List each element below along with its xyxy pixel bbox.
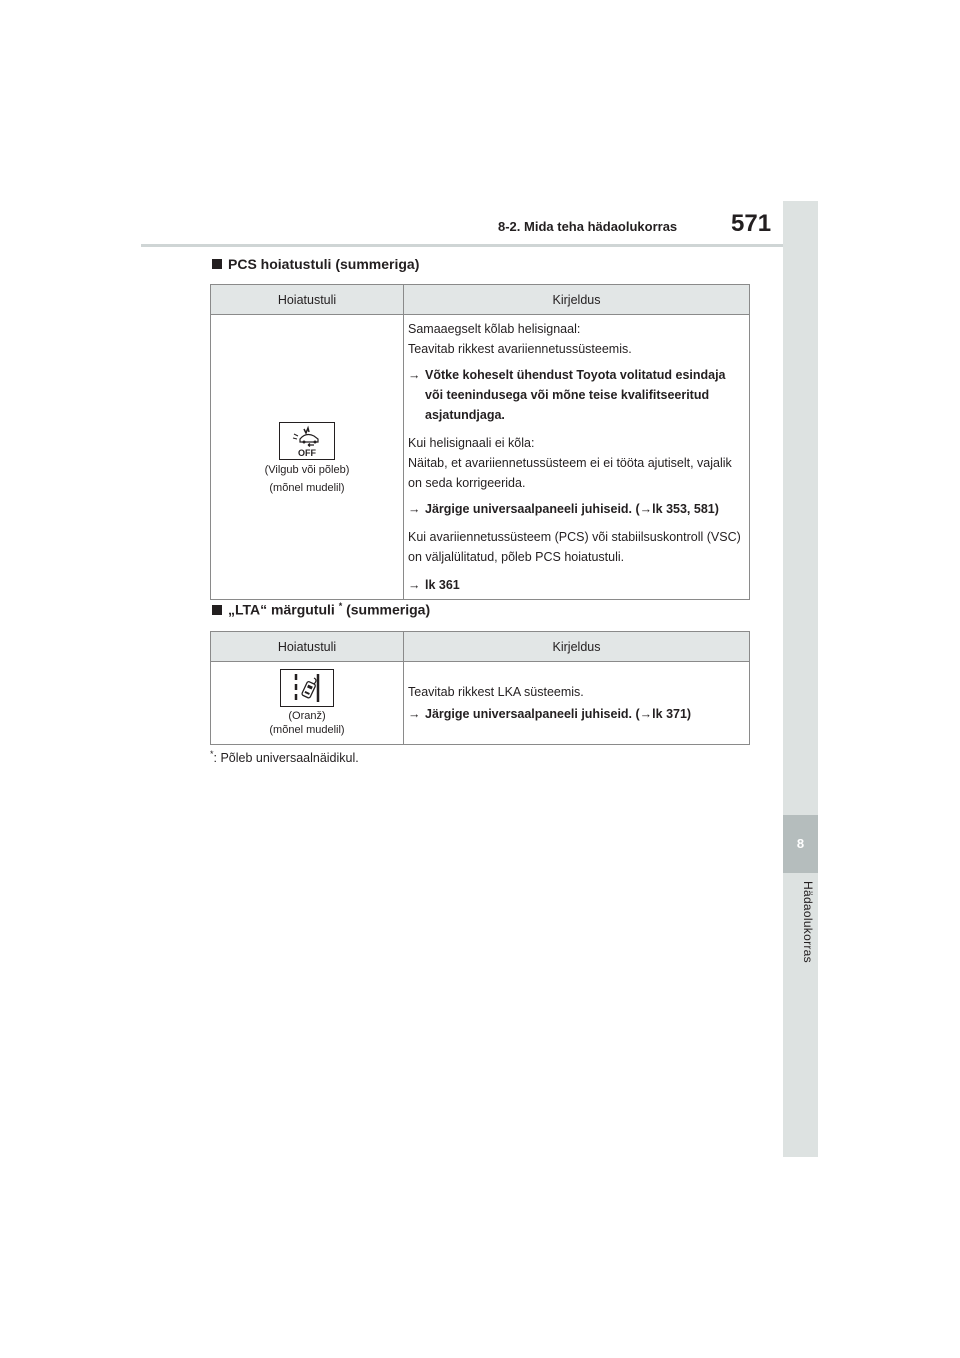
icon-caption: (Oranž) xyxy=(288,709,326,722)
footnote-marker: * xyxy=(210,749,214,759)
section-heading-lta: „LTA“ märgutuli * (summeriga) xyxy=(212,601,430,618)
arrow-icon: → xyxy=(639,707,653,721)
icon-caption-model: (mõnel mudelil) xyxy=(269,481,345,494)
footnote: *: Põleb universaalnäidikul. xyxy=(210,749,359,766)
header-divider xyxy=(141,244,783,247)
action-instruction: → Järgige universaalpaneeli juhiseid. (→lk 353, 581) xyxy=(408,499,743,519)
square-bullet-icon xyxy=(212,605,222,615)
column-header-icon: Hoiatustuli xyxy=(211,285,404,315)
icon-caption: (Vilgub või põleb) xyxy=(264,463,350,476)
footnote-marker: * xyxy=(338,601,343,611)
description-cell xyxy=(404,662,750,745)
description-paragraph: Teavitab rikkest LKA süsteemis. xyxy=(408,685,584,699)
lane-departure-icon xyxy=(280,669,334,707)
icon-cell xyxy=(211,315,404,600)
description-paragraph: Kui avariiennetussüsteem (PCS) või stabiilsuskontroll (VSC) on väljalülitatud, põleb PCS hoiatustuli. xyxy=(408,530,741,564)
arrow-icon: → xyxy=(408,368,421,382)
action-instruction: → Järgige universaalpaneeli juhiseid. (→lk 371) xyxy=(408,704,743,724)
pcs-off-icon xyxy=(279,422,335,460)
page-number: 571 xyxy=(731,210,772,237)
pcs-off-icon-graphic xyxy=(280,423,334,459)
icon-cell xyxy=(211,662,404,745)
page-reference-link[interactable]: lk 371) xyxy=(652,707,692,721)
page-reference-link[interactable]: lk 353, 581) xyxy=(652,502,719,516)
arrow-icon: → xyxy=(408,707,421,721)
arrow-icon: → xyxy=(408,578,421,592)
lane-departure-icon-graphic xyxy=(281,670,333,706)
chapter-label: Hädaolukorras xyxy=(801,881,815,963)
chapter-side-tab xyxy=(783,201,818,1157)
description-cell xyxy=(404,315,750,600)
pcs-warning-table xyxy=(210,284,750,600)
column-header-icon: Hoiatustuli xyxy=(211,632,404,662)
description-paragraph: Kui helisignaali ei kõla: Näitab, et avariiennetussüsteem ei ei tööta ajutiselt, vajalik on seda korrigeerida. xyxy=(408,436,732,490)
column-header-description: Kirjeldus xyxy=(404,285,750,315)
arrow-icon: → xyxy=(408,502,421,516)
lta-warning-table xyxy=(210,631,750,745)
description-paragraph: Samaaegselt kõlab helisignaal: Teavitab rikkest avariiennetussüsteemis. xyxy=(408,322,632,356)
square-bullet-icon xyxy=(212,259,222,269)
arrow-icon: → xyxy=(639,502,653,516)
chapter-number: 8 xyxy=(783,815,818,873)
action-instruction: → Võtke koheselt ühendust Toyota volitatud esindaja või teenindusega või mõne teise kvalifitseeritud asjatundjaga. xyxy=(408,365,743,425)
icon-caption-model: (mõnel mudelil) xyxy=(269,723,345,736)
section-heading-pcs: PCS hoiatustuli (summeriga) xyxy=(212,256,419,272)
pcs-off-icon-text: OFF xyxy=(298,447,316,458)
section-title: 8-2. Mida teha hädaolukorras xyxy=(498,219,678,234)
column-header-description: Kirjeldus xyxy=(404,632,750,662)
page-reference-link[interactable]: lk 361 xyxy=(425,578,460,592)
action-instruction xyxy=(408,575,743,595)
